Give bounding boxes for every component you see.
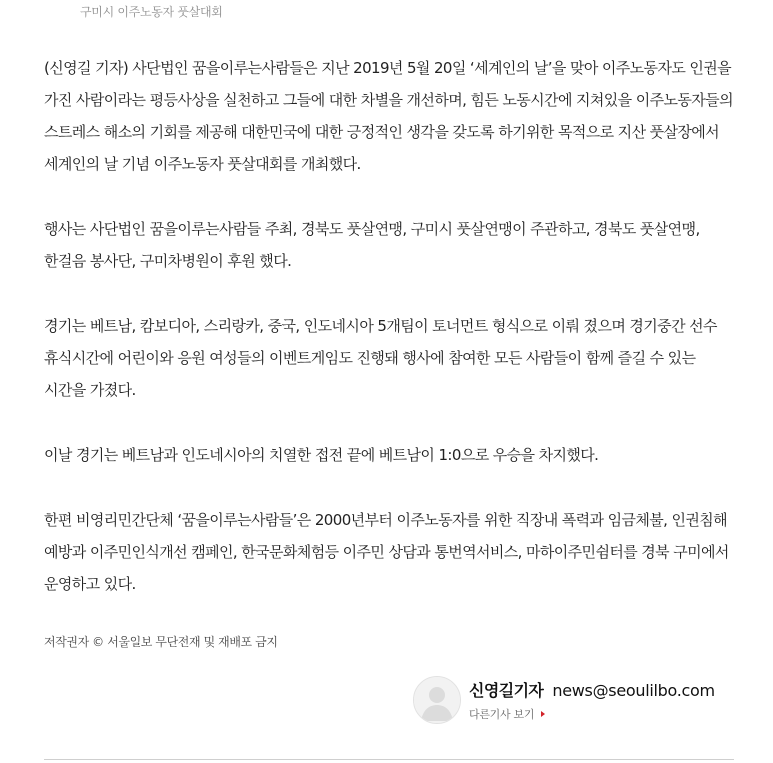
reporter-email[interactable]: news@seoulilbo.com	[552, 681, 715, 700]
section-divider	[44, 759, 734, 760]
more-articles-label: 다른기사 보기	[469, 708, 535, 721]
article-paragraph-2: 행사는 사단법인 꿈을이루는사람들 주최, 경북도 풋살연맹, 구미시 풋살연맹이 주관하고, 경북도 풋살연맹, 한걸음 봉사단, 구미차병원이 후원 했다.	[44, 220, 700, 270]
reporter-box	[413, 676, 733, 726]
reporter-byline	[469, 678, 715, 701]
caret-right-icon	[541, 711, 545, 717]
reporter-name: 신영길기자	[469, 681, 544, 700]
article-paragraph-4: 이날 경기는 베트남과 인도네시아의 치열한 접전 끝에 베트남이 1:0으로 우승을 차지했다.	[44, 446, 599, 464]
more-articles-link[interactable]	[469, 706, 545, 722]
photo-caption: 구미시 이주노동자 풋살대회	[80, 5, 223, 19]
article-paragraph-3: 경기는 베트남, 캄보디아, 스리랑카, 중국, 인도네시아 5개팀이 토너먼트 형식으로 이뤄 졌으며 경기중간 선수 휴식시간에 어린이와 응원 여성들의 이벤트게임도 진행돼 행사에 참여한 모든 사람들이 함께 즐길 수 있는 시간을 가졌다.	[44, 317, 717, 399]
copyright-notice: 저작권자 © 서울일보 무단전재 및 재배포 금지	[44, 635, 278, 649]
article-paragraph-5: 한편 비영리민간단체 ‘꿈을이루는사람들’은 2000년부터 이주노동자를 위한 직장내 폭력과 임금체불, 인권침해 예방과 이주민인식개선 캠페인, 한국문화체험등 이주민 상담과 통번역서비스, 마하이주민쉼터를 경북 구미에서 운영하고 있다.	[44, 511, 729, 593]
article-paragraph-1: (신영길 기자) 사단법인 꿈을이루는사람들은 지난 2019년 5월 20일 ‘세계인의 날’을 맞아 이주노동자도 인권을 가진 사람이라는 평등사상을 실천하고 그들에 대한 차별을 개선하며, 힘든 노동시간에 지쳐있을 이주노동자들의 스트레스 해소의 기회를 제공해 대한민국에 대한 긍정적인 생각을 갖도록 하기위한 목적으로 지산 풋살장에서 세계인의 날 기념 이주노동자 풋살대회를 개최했다.	[44, 59, 733, 173]
article-body	[44, 52, 734, 633]
user-silhouette-icon	[413, 676, 461, 724]
